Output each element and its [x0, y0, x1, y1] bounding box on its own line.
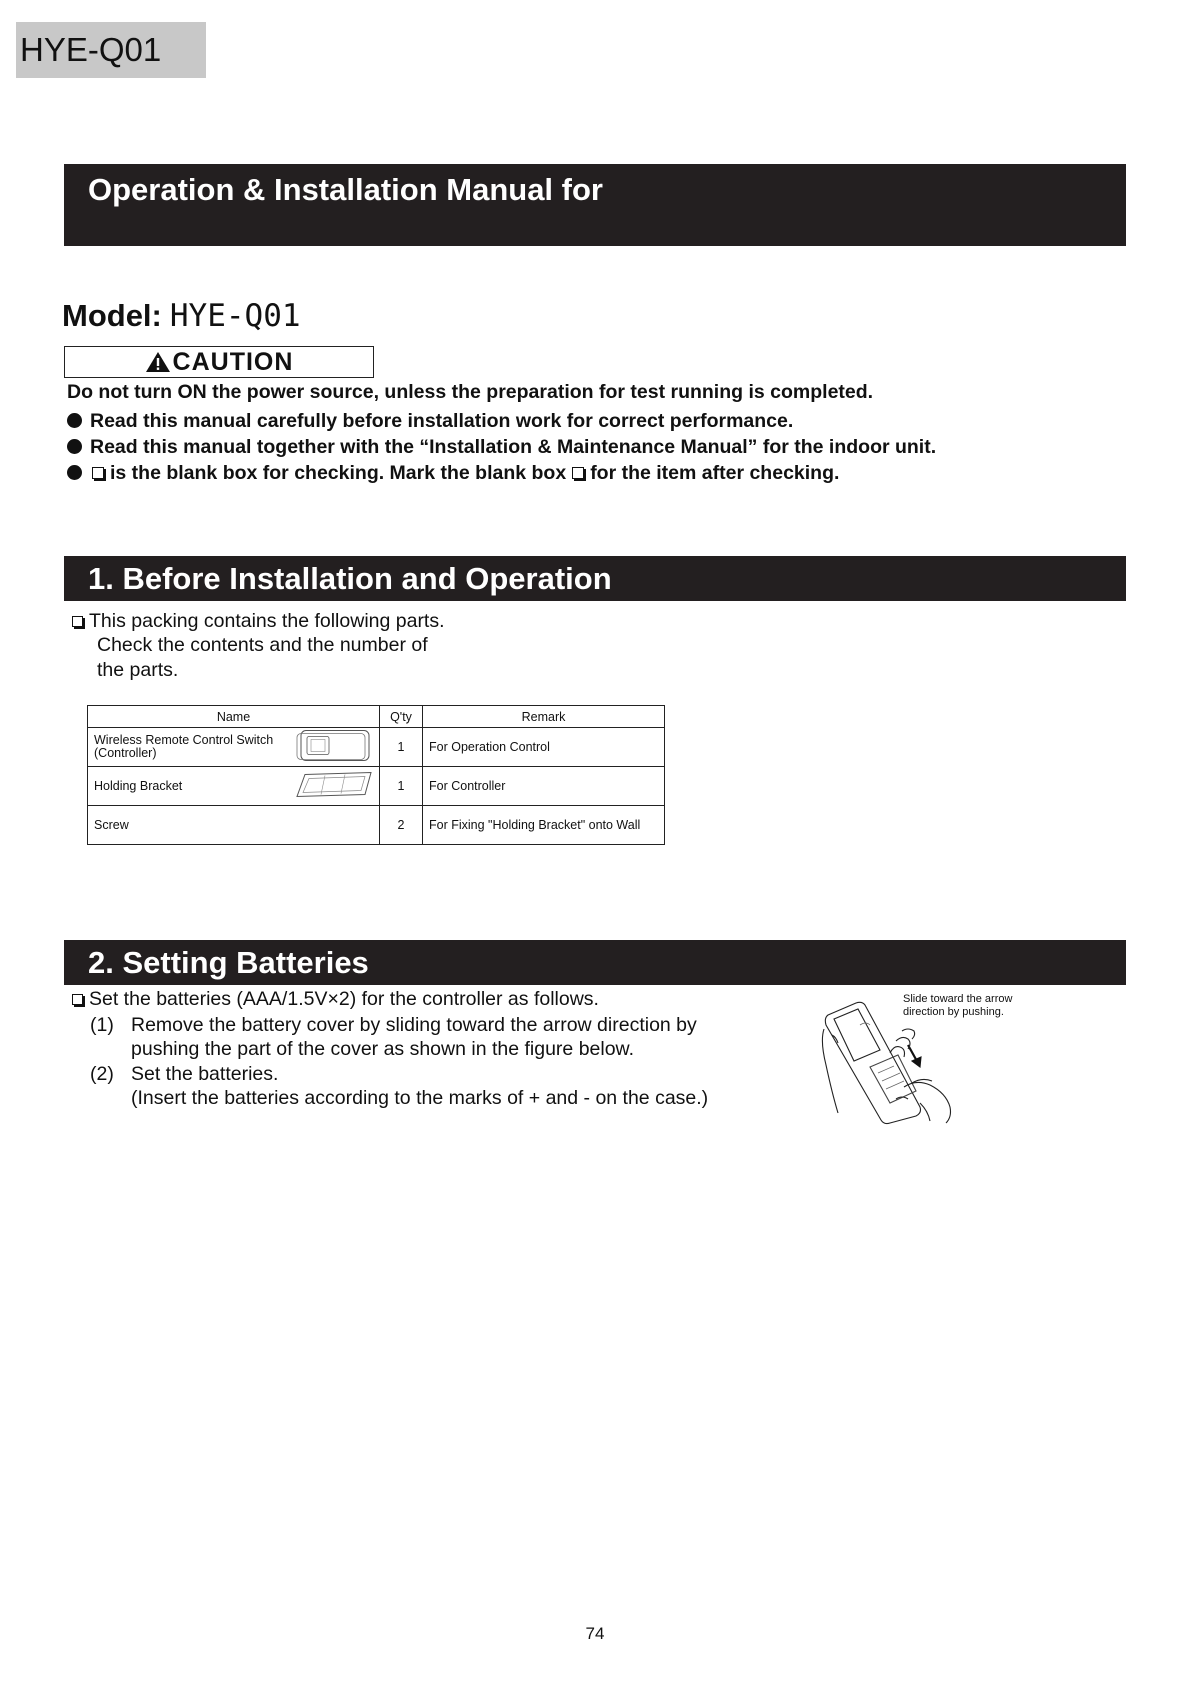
- step-2-line-2: (Insert the batteries according to the marks of + and - on the case.): [131, 1087, 709, 1109]
- warning-icon: [145, 350, 171, 380]
- col-header-qty: Q'ty: [380, 706, 423, 728]
- part-qty-cell: 1: [380, 767, 423, 806]
- part-qty-cell: 1: [380, 728, 423, 767]
- part-remark-cell: For Fixing "Holding Bracket" onto Wall: [423, 806, 665, 845]
- model-value: HYE-Q01: [169, 298, 301, 334]
- caution-line-2: Read this manual carefully before installation work for correct performance.: [67, 410, 793, 433]
- bullet-icon: [67, 413, 82, 428]
- part-name-cell: Screw: [88, 806, 380, 845]
- checkbox-icon: [72, 994, 83, 1005]
- caution-line-1: Do not turn ON the power source, unless the preparation for test running is completed.: [67, 381, 874, 403]
- figure-note: Slide toward the arrow direction by pushing.: [903, 993, 1013, 1018]
- checkbox-icon: [72, 616, 83, 627]
- bullet-icon: [67, 465, 82, 480]
- model-tag: HYE-Q01: [16, 22, 206, 78]
- step-1-number: (1): [90, 1014, 114, 1036]
- part-remark-cell: For Controller: [423, 767, 665, 806]
- section-1-heading: 1. Before Installation and Operation: [64, 556, 1126, 601]
- checkbox-icon: [92, 467, 104, 479]
- part-remark-cell: For Operation Control: [423, 728, 665, 767]
- section-2-heading: 2. Setting Batteries: [64, 940, 1126, 985]
- holding-bracket-illustration: [295, 771, 373, 802]
- col-header-name: Name: [88, 706, 380, 728]
- checkbox-icon: [572, 467, 584, 479]
- caution-line-3: Read this manual together with the “Installation & Maintenance Manual” for the indoor unit.: [67, 436, 936, 459]
- table-row: [88, 728, 665, 767]
- part-qty-cell: 2: [380, 806, 423, 845]
- caution-line-4: is the blank box for checking. Mark the blank box for the item after checking.: [67, 462, 839, 485]
- section-1-intro-3: the parts.: [97, 659, 179, 681]
- caution-label: CAUTION: [172, 348, 294, 376]
- page-number: 74: [585, 1624, 605, 1643]
- parts-table: [87, 705, 665, 845]
- part-name-cell: Holding Bracket: [88, 767, 380, 806]
- step-1-line-1: Remove the battery cover by sliding toward the arrow direction by: [131, 1014, 697, 1036]
- step-2-line-1: Set the batteries.: [131, 1063, 279, 1085]
- table-row: [88, 767, 665, 806]
- battery-cover-figure: [820, 995, 980, 1130]
- section-2-intro: Set the batteries (AAA/1.5V×2) for the controller as follows.: [72, 988, 599, 1011]
- bullet-icon: [67, 439, 82, 454]
- model-line: [62, 298, 301, 334]
- table-row: [88, 806, 665, 845]
- section-1-intro-2: Check the contents and the number of: [97, 634, 428, 656]
- step-1-line-2: pushing the part of the cover as shown in the figure below.: [131, 1038, 634, 1060]
- part-name-cell: Wireless Remote Control Switch (Controller): [88, 728, 380, 767]
- title-bar: [64, 164, 1126, 246]
- title-text: Operation & Installation Manual for: [88, 172, 603, 207]
- caution-box: [64, 346, 374, 378]
- step-2-number: (2): [90, 1063, 114, 1085]
- remote-control-illustration: [295, 729, 373, 766]
- col-header-remark: Remark: [423, 706, 665, 728]
- section-1-intro-1: This packing contains the following parts.: [72, 610, 445, 633]
- model-label: Model:: [62, 298, 162, 333]
